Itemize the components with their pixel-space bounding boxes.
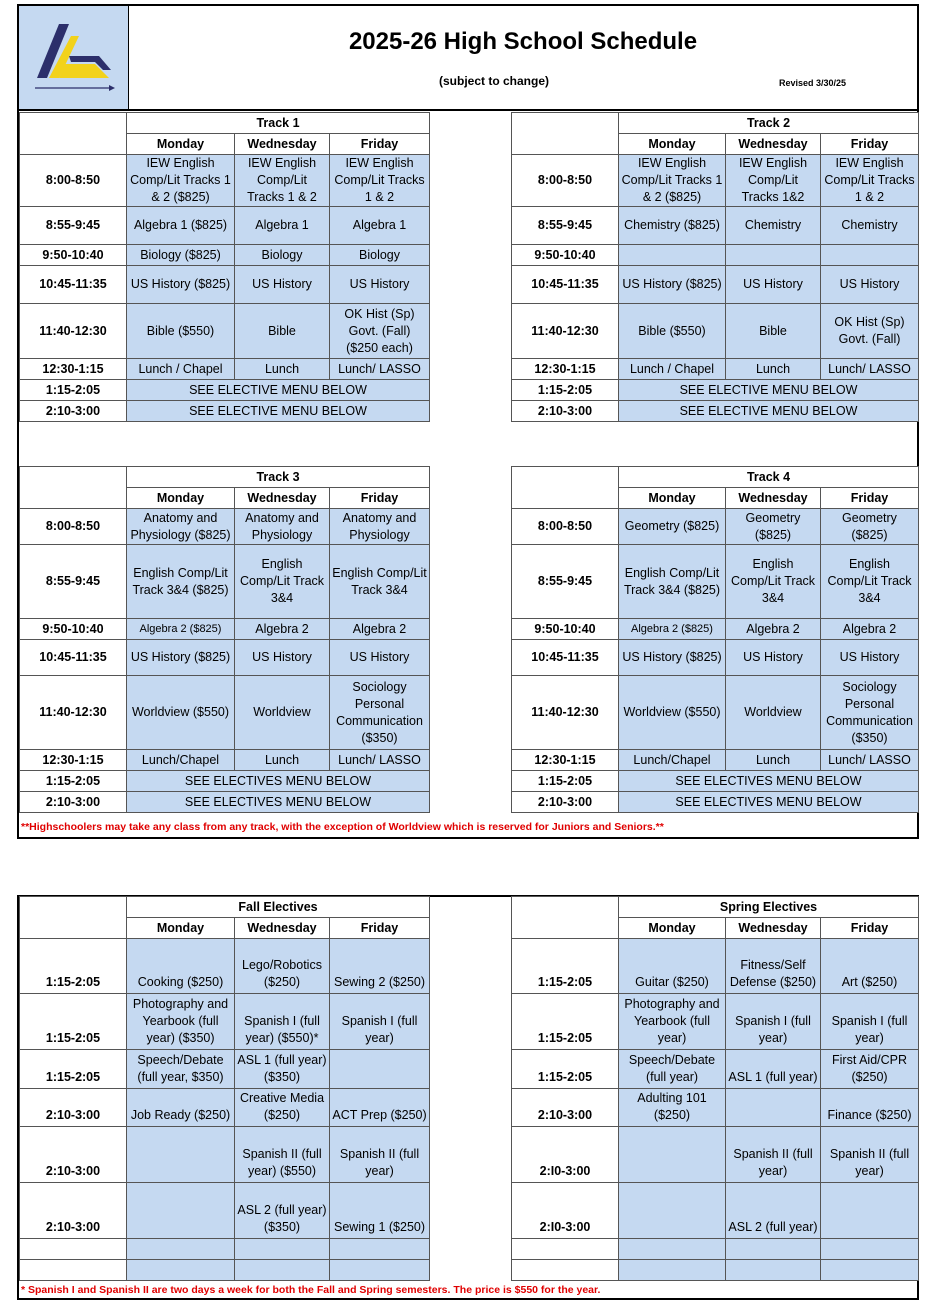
class-cell-wed: Biology: [235, 245, 330, 266]
class-cell-fri: US History: [821, 266, 919, 304]
class-cell-wed: US History: [235, 266, 330, 304]
fall-table: [19, 896, 430, 1281]
class-cell-mon: [619, 1239, 726, 1260]
time-slot: 8:00-8:50: [512, 155, 619, 207]
time-slot: 1:15-2:05: [512, 1050, 619, 1089]
time-slot: 1:15-2:05: [20, 380, 127, 401]
class-cell-fri: [821, 1260, 919, 1281]
class-cell-mon: Worldview ($550): [619, 676, 726, 750]
time-slot: 9:50-10:40: [20, 245, 127, 266]
corner-cell: [20, 113, 127, 155]
time-slot: 2:10-3:00: [20, 1089, 127, 1127]
class-cell-wed: US History: [726, 640, 821, 676]
class-cell-fri: [330, 1050, 430, 1089]
track1-title: Track 1: [127, 113, 430, 134]
class-cell-fri: US History: [821, 640, 919, 676]
class-cell-wed: Geometry ($825): [726, 509, 821, 545]
class-cell-fri: Sociology Personal Communication ($350): [821, 676, 919, 750]
class-cell-wed: Fitness/Self Defense ($250): [726, 939, 821, 994]
class-cell-fri: ACT Prep ($250): [330, 1089, 430, 1127]
elective-menu-note: SEE ELECTIVES MENU BELOW: [127, 792, 430, 813]
class-cell-mon: [127, 1260, 235, 1281]
time-slot: 2:I0-3:00: [512, 1127, 619, 1183]
time-slot: 2:10-3:00: [20, 401, 127, 422]
class-cell-fri: Sociology Personal Communication ($350): [330, 676, 430, 750]
class-cell-mon: English Comp/Lit Track 3&4 ($825): [127, 545, 235, 619]
class-cell-mon: Speech/Debate (full year): [619, 1050, 726, 1089]
time-slot: 10:45-11:35: [512, 640, 619, 676]
class-cell-wed: Algebra 1: [235, 207, 330, 245]
time-slot: [512, 1260, 619, 1281]
elective-menu-note: SEE ELECTIVE MENU BELOW: [127, 380, 430, 401]
class-cell-fri: Geometry ($825): [821, 509, 919, 545]
class-cell-wed: English Comp/Lit Track 3&4: [235, 545, 330, 619]
class-cell-mon: Photography and Yearbook (full year) ($350): [127, 994, 235, 1050]
class-cell-wed: English Comp/Lit Track 3&4: [726, 545, 821, 619]
time-slot: [20, 1239, 127, 1260]
time-slot: 1:15-2:05: [512, 939, 619, 994]
class-cell-mon: US History ($825): [619, 266, 726, 304]
class-cell-fri: OK Hist (Sp) Govt. (Fall): [821, 304, 919, 359]
class-cell-fri: Lunch/ LASSO: [821, 750, 919, 771]
time-slot: 8:55-9:45: [20, 545, 127, 619]
time-slot: 1:15-2:05: [512, 380, 619, 401]
time-slot: 2:10-3:00: [512, 401, 619, 422]
time-slot: 12:30-1:15: [512, 750, 619, 771]
class-cell-mon: [127, 1239, 235, 1260]
corner-cell: [20, 897, 127, 939]
time-slot: 9:50-10:40: [20, 619, 127, 640]
time-slot: 2:10-3:00: [20, 1127, 127, 1183]
class-cell-wed: Anatomy and Physiology: [235, 509, 330, 545]
class-cell-fri: US History: [330, 266, 430, 304]
class-cell-fri: Lunch/ LASSO: [821, 359, 919, 380]
class-cell-wed: Algebra 2: [235, 619, 330, 640]
time-slot: 1:15-2:05: [20, 1050, 127, 1089]
class-cell-mon: English Comp/Lit Track 3&4 ($825): [619, 545, 726, 619]
class-cell-fri: First Aid/CPR ($250): [821, 1050, 919, 1089]
class-cell-mon: Worldview ($550): [127, 676, 235, 750]
day-header: Wednesday: [235, 488, 330, 509]
day-header: Monday: [127, 134, 235, 155]
time-slot: 8:55-9:45: [512, 545, 619, 619]
day-header: Friday: [821, 918, 919, 939]
fall-title: Fall Electives: [127, 897, 430, 918]
class-cell-wed: Creative Media ($250): [235, 1089, 330, 1127]
class-cell-wed: ASL 2 (full year) ($350): [235, 1183, 330, 1239]
time-slot: 12:30-1:15: [512, 359, 619, 380]
corner-cell: [20, 467, 127, 509]
class-cell-wed: ASL 1 (full year): [726, 1050, 821, 1089]
class-cell-fri: Spanish II (full year): [821, 1127, 919, 1183]
class-cell-fri: Spanish I (full year): [330, 994, 430, 1050]
class-cell-mon: Bible ($550): [127, 304, 235, 359]
class-cell-fri: IEW English Comp/Lit Tracks 1 & 2: [330, 155, 430, 207]
corner-cell: [512, 897, 619, 939]
class-cell-mon: US History ($825): [127, 640, 235, 676]
time-slot: [20, 1260, 127, 1281]
time-slot: 10:45-11:35: [20, 640, 127, 676]
electives-note: * Spanish I and Spanish II are two days a week for both the Fall and Spring semesters. The price is $550 for the year.: [21, 1284, 601, 1296]
track4-table: [511, 466, 919, 813]
track1-table: [19, 112, 430, 422]
class-cell-fri: English Comp/Lit Track 3&4: [330, 545, 430, 619]
class-cell-mon: US History ($825): [127, 266, 235, 304]
day-header: Wednesday: [235, 918, 330, 939]
track3-title: Track 3: [127, 467, 430, 488]
class-cell-fri: Algebra 1: [330, 207, 430, 245]
elective-menu-note: SEE ELECTIVE MENU BELOW: [127, 401, 430, 422]
time-slot: 8:00-8:50: [512, 509, 619, 545]
class-cell-fri: English Comp/Lit Track 3&4: [821, 545, 919, 619]
class-cell-wed: [726, 1239, 821, 1260]
time-slot: 11:40-12:30: [512, 304, 619, 359]
time-slot: 1:15-2:05: [20, 939, 127, 994]
class-cell-wed: Worldview: [235, 676, 330, 750]
elective-menu-note: SEE ELECTIVES MENU BELOW: [619, 771, 919, 792]
class-cell-mon: Speech/Debate (full year, $350): [127, 1050, 235, 1089]
day-header: Friday: [821, 134, 919, 155]
time-slot: [512, 1239, 619, 1260]
class-cell-fri: Algebra 2: [330, 619, 430, 640]
class-cell-wed: Lunch: [235, 359, 330, 380]
class-cell-wed: [235, 1260, 330, 1281]
class-cell-mon: Bible ($550): [619, 304, 726, 359]
corner-cell: [512, 467, 619, 509]
day-header: Monday: [619, 134, 726, 155]
class-cell-wed: [726, 1089, 821, 1127]
day-header: Friday: [330, 134, 430, 155]
time-slot: 10:45-11:35: [512, 266, 619, 304]
class-cell-fri: Art ($250): [821, 939, 919, 994]
day-header: Monday: [127, 488, 235, 509]
elective-menu-note: SEE ELECTIVE MENU BELOW: [619, 380, 919, 401]
class-cell-fri: [330, 1260, 430, 1281]
time-slot: 8:55-9:45: [512, 207, 619, 245]
class-cell-wed: Worldview: [726, 676, 821, 750]
class-cell-mon: [619, 1183, 726, 1239]
day-header: Monday: [619, 488, 726, 509]
class-cell-fri: Sewing 1 ($250): [330, 1183, 430, 1239]
time-slot: 9:50-10:40: [512, 619, 619, 640]
time-slot: 12:30-1:15: [20, 359, 127, 380]
class-cell-wed: Algebra 2: [726, 619, 821, 640]
class-cell-mon: Cooking ($250): [127, 939, 235, 994]
class-cell-mon: Lunch/Chapel: [127, 750, 235, 771]
time-slot: 12:30-1:15: [20, 750, 127, 771]
class-cell-wed: US History: [235, 640, 330, 676]
class-cell-fri: Spanish II (full year): [330, 1127, 430, 1183]
revised-date: Revised 3/30/25: [779, 78, 847, 88]
time-slot: 2:10-3:00: [20, 1183, 127, 1239]
class-cell-mon: [127, 1183, 235, 1239]
class-cell-fri: [821, 245, 919, 266]
time-slot: 2:I0-3:00: [512, 1183, 619, 1239]
corner-cell: [512, 113, 619, 155]
class-cell-wed: Bible: [235, 304, 330, 359]
class-cell-mon: IEW English Comp/Lit Tracks 1 & 2 ($825): [127, 155, 235, 207]
header: [17, 4, 919, 111]
time-slot: 2:10-3:00: [512, 1089, 619, 1127]
class-cell-wed: ASL 1 (full year) ($350): [235, 1050, 330, 1089]
time-slot: 2:10-3:00: [20, 792, 127, 813]
elective-menu-note: SEE ELECTIVE MENU BELOW: [619, 401, 919, 422]
class-cell-mon: IEW English Comp/Lit Tracks 1 & 2 ($825): [619, 155, 726, 207]
class-cell-wed: Spanish I (full year) ($550)*: [235, 994, 330, 1050]
time-slot: 9:50-10:40: [512, 245, 619, 266]
class-cell-mon: Adulting 101 ($250): [619, 1089, 726, 1127]
class-cell-mon: Algebra 1 ($825): [127, 207, 235, 245]
class-cell-wed: ASL 2 (full year): [726, 1183, 821, 1239]
class-cell-fri: [330, 1239, 430, 1260]
class-cell-fri: Finance ($250): [821, 1089, 919, 1127]
class-cell-fri: [821, 1239, 919, 1260]
school-logo: [19, 6, 129, 109]
day-header: Friday: [821, 488, 919, 509]
class-cell-wed: IEW English Comp/Lit Tracks 1 & 2: [235, 155, 330, 207]
day-header: Wednesday: [726, 918, 821, 939]
class-cell-wed: Spanish II (full year) ($550): [235, 1127, 330, 1183]
day-header: Friday: [330, 918, 430, 939]
class-cell-wed: Lego/Robotics ($250): [235, 939, 330, 994]
logo-icon: [19, 6, 128, 109]
class-cell-mon: [619, 1260, 726, 1281]
class-cell-fri: Lunch/ LASSO: [330, 750, 430, 771]
class-cell-mon: US History ($825): [619, 640, 726, 676]
day-header: Friday: [330, 488, 430, 509]
time-slot: 8:55-9:45: [20, 207, 127, 245]
track2-table: [511, 112, 919, 422]
class-cell-mon: Algebra 2 ($825): [619, 619, 726, 640]
class-cell-mon: Job Ready ($250): [127, 1089, 235, 1127]
class-cell-mon: Lunch/Chapel: [619, 750, 726, 771]
class-cell-mon: [619, 1127, 726, 1183]
class-cell-fri: Lunch/ LASSO: [330, 359, 430, 380]
subtitle: (subject to change): [439, 74, 550, 88]
class-cell-mon: Chemistry ($825): [619, 207, 726, 245]
day-header: Monday: [127, 918, 235, 939]
class-cell-fri: Chemistry: [821, 207, 919, 245]
class-cell-wed: Lunch: [726, 359, 821, 380]
class-cell-wed: Lunch: [235, 750, 330, 771]
class-cell-mon: [619, 245, 726, 266]
page-title: 2025-26 High School Schedule: [348, 28, 698, 55]
class-cell-wed: [726, 1260, 821, 1281]
class-cell-wed: Lunch: [726, 750, 821, 771]
time-slot: 2:10-3:00: [512, 792, 619, 813]
class-cell-fri: Spanish I (full year): [821, 994, 919, 1050]
spring-title: Spring Electives: [619, 897, 919, 918]
time-slot: 8:00-8:50: [20, 155, 127, 207]
class-cell-wed: [235, 1239, 330, 1260]
class-cell-wed: Spanish II (full year): [726, 1127, 821, 1183]
time-slot: 11:40-12:30: [20, 304, 127, 359]
time-slot: 10:45-11:35: [20, 266, 127, 304]
class-cell-wed: Chemistry: [726, 207, 821, 245]
time-slot: 1:15-2:05: [512, 994, 619, 1050]
time-slot: 11:40-12:30: [20, 676, 127, 750]
elective-menu-note: SEE ELECTIVES MENU BELOW: [619, 792, 919, 813]
class-cell-mon: Biology ($825): [127, 245, 235, 266]
class-cell-mon: Guitar ($250): [619, 939, 726, 994]
class-cell-mon: Photography and Yearbook (full year): [619, 994, 726, 1050]
day-header: Wednesday: [726, 488, 821, 509]
tracks-note: **Highschoolers may take any class from any track, with the exception of Worldview which is reserved for Juniors and Seniors.**: [21, 821, 664, 833]
day-header: Wednesday: [726, 134, 821, 155]
track4-title: Track 4: [619, 467, 919, 488]
class-cell-fri: Anatomy and Physiology: [330, 509, 430, 545]
class-cell-fri: OK Hist (Sp) Govt. (Fall) ($250 each): [330, 304, 430, 359]
time-slot: 1:15-2:05: [20, 771, 127, 792]
time-slot: 11:40-12:30: [512, 676, 619, 750]
day-header: Monday: [619, 918, 726, 939]
class-cell-wed: IEW English Comp/Lit Tracks 1&2: [726, 155, 821, 207]
class-cell-fri: US History: [330, 640, 430, 676]
class-cell-fri: [821, 1183, 919, 1239]
class-cell-mon: [127, 1127, 235, 1183]
class-cell-mon: Anatomy and Physiology ($825): [127, 509, 235, 545]
class-cell-mon: Algebra 2 ($825): [127, 619, 235, 640]
class-cell-wed: Bible: [726, 304, 821, 359]
class-cell-wed: US History: [726, 266, 821, 304]
class-cell-fri: Biology: [330, 245, 430, 266]
spring-table: [511, 896, 919, 1281]
track2-title: Track 2: [619, 113, 919, 134]
class-cell-wed: [726, 245, 821, 266]
time-slot: 1:15-2:05: [20, 994, 127, 1050]
class-cell-mon: Geometry ($825): [619, 509, 726, 545]
time-slot: 8:00-8:50: [20, 509, 127, 545]
class-cell-fri: IEW English Comp/Lit Tracks 1 & 2: [821, 155, 919, 207]
class-cell-wed: Spanish I (full year): [726, 994, 821, 1050]
day-header: Wednesday: [235, 134, 330, 155]
class-cell-mon: Lunch / Chapel: [127, 359, 235, 380]
time-slot: 1:15-2:05: [512, 771, 619, 792]
track3-table: [19, 466, 430, 813]
class-cell-fri: Algebra 2: [821, 619, 919, 640]
elective-menu-note: SEE ELECTIVES MENU BELOW: [127, 771, 430, 792]
class-cell-fri: Sewing 2 ($250): [330, 939, 430, 994]
class-cell-mon: Lunch / Chapel: [619, 359, 726, 380]
